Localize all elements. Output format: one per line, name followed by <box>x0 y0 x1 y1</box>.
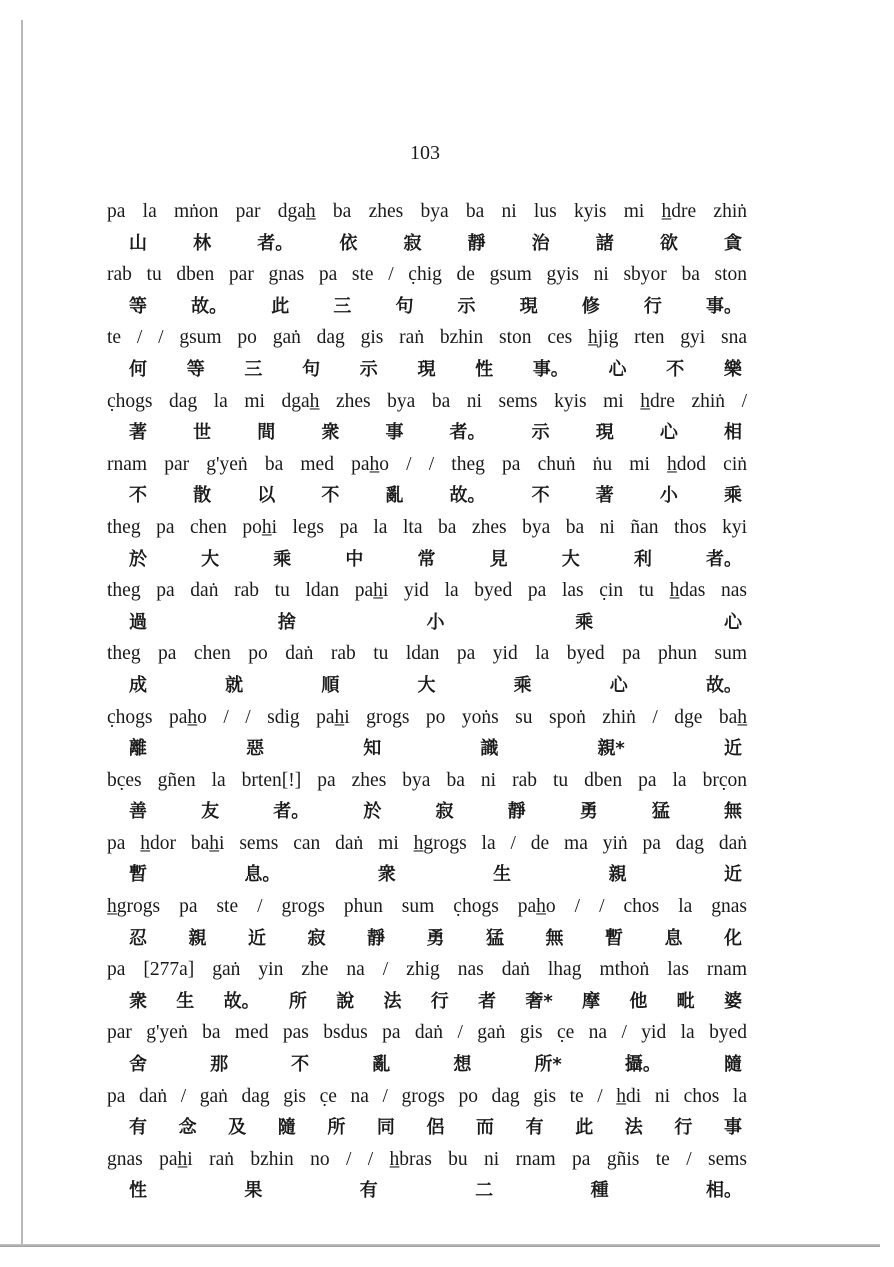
chinese-character: 者。 <box>706 548 742 570</box>
chinese-character: 二 <box>475 1180 494 1202</box>
chinese-character: 心 <box>659 422 678 444</box>
chinese-gloss-line <box>107 986 747 1018</box>
chinese-gloss-line <box>107 796 747 828</box>
tibetan-transliteration-line: c̣hogs dag la mi dgah̲ zhes bya ba ni sems kyis mi h̲dre zhiṅ / <box>107 390 747 412</box>
chinese-character: 勇 <box>579 801 598 823</box>
chinese-gloss-line <box>107 1112 747 1144</box>
chinese-character: 乘 <box>575 611 594 633</box>
chinese-character: 中 <box>345 548 364 570</box>
chinese-character: 毗 <box>676 990 695 1012</box>
chinese-character: 心 <box>724 611 742 633</box>
chinese-character: 暫 <box>129 864 147 886</box>
chinese-character: 利 <box>633 548 652 570</box>
tibetan-transliteration-line: gnas pah̲i raṅ bzhin no / / h̲bras bu ni rnam pa gñis te / sems <box>107 1148 747 1170</box>
chinese-character: 親* <box>597 738 625 760</box>
chinese-character: 著 <box>595 485 614 507</box>
chinese-character: 故。 <box>449 485 486 507</box>
chinese-character: 友 <box>201 801 220 823</box>
chinese-character: 隨 <box>277 1117 296 1139</box>
tibetan-transliteration-line: pa daṅ / gaṅ dag gis c̣e na / grogs po dag gis te / h̲di ni chos la <box>107 1085 747 1107</box>
chinese-character: 衆 <box>321 422 340 444</box>
chinese-gloss-line <box>107 670 747 702</box>
chinese-character: 見 <box>489 548 508 570</box>
page-number: 103 <box>410 142 440 164</box>
chinese-character: 等 <box>129 295 147 317</box>
chinese-character: 常 <box>417 548 436 570</box>
chinese-gloss-line <box>107 417 747 449</box>
chinese-character: 諸 <box>595 232 614 254</box>
chinese-character: 種 <box>590 1180 609 1202</box>
chinese-character: 相 <box>723 422 742 444</box>
chinese-character: 性 <box>129 1180 147 1202</box>
chinese-character: 親 <box>608 864 627 886</box>
chinese-character: 貪 <box>723 232 742 254</box>
chinese-character: 不 <box>321 485 340 507</box>
chinese-character: 法 <box>624 1117 643 1139</box>
chinese-character: 著 <box>129 422 147 444</box>
chinese-character: 衆 <box>377 864 396 886</box>
chinese-character: 事 <box>385 422 404 444</box>
chinese-character: 亂 <box>385 485 404 507</box>
chinese-character: 就 <box>225 674 244 696</box>
tibetan-transliteration-line: pa h̲dor bah̲i sems can daṅ mi h̲grogs la / de ma yiṅ pa dag daṅ <box>107 832 747 854</box>
chinese-character: 靜 <box>467 232 486 254</box>
chinese-character: 過 <box>129 611 147 633</box>
chinese-character: 性 <box>475 358 494 380</box>
chinese-character: 猛 <box>486 927 504 949</box>
chinese-character: 散 <box>193 485 212 507</box>
chinese-character: 摩 <box>582 990 601 1012</box>
chinese-character: 惡 <box>246 738 265 760</box>
chinese-character: 侶 <box>426 1117 445 1139</box>
chinese-character: 故。 <box>705 674 742 696</box>
chinese-character: 事。 <box>705 295 742 317</box>
chinese-character: 小 <box>659 485 678 507</box>
chinese-character: 現 <box>519 295 538 317</box>
chinese-character: 而 <box>476 1117 495 1139</box>
chinese-gloss-line <box>107 480 747 512</box>
chinese-character: 近 <box>723 738 742 760</box>
chinese-character: 所* <box>534 1054 562 1076</box>
chinese-character: 婆 <box>723 990 742 1012</box>
chinese-character: 念 <box>178 1117 197 1139</box>
chinese-character: 事。 <box>532 358 569 380</box>
chinese-character: 示 <box>531 422 550 444</box>
chinese-gloss-line <box>107 228 747 260</box>
chinese-character: 故。 <box>223 990 260 1012</box>
chinese-character: 捨 <box>277 611 296 633</box>
chinese-character: 心 <box>609 674 628 696</box>
tibetan-transliteration-line: pa la mṅon par dgah̲ ba zhes bya ba ni lus kyis mi h̲dre zhiṅ <box>107 201 747 222</box>
tibetan-transliteration-line: rnam par g'yeṅ ba med pah̲o / / theg pa chuṅ ṅu mi h̲dod ciṅ <box>107 453 747 475</box>
chinese-gloss-line <box>107 1175 747 1207</box>
chinese-character: 勇 <box>426 927 445 949</box>
chinese-character: 依 <box>339 232 358 254</box>
tibetan-transliteration-line: bc̣es gñen la brten[!] pa zhes bya ba ni rab tu dben pa la brc̣on <box>107 769 747 791</box>
chinese-character: 及 <box>228 1117 247 1139</box>
chinese-character: 順 <box>321 674 340 696</box>
tibetan-transliteration-line: rab tu dben par gnas pa ste / c̣hig de gsum gyis ni sbyor ba ston <box>107 264 747 286</box>
chinese-character: 大 <box>561 548 580 570</box>
chinese-character: 樂 <box>723 358 742 380</box>
chinese-character: 無 <box>724 801 742 823</box>
chinese-character: 現 <box>595 422 614 444</box>
chinese-character: 有 <box>129 1117 147 1139</box>
chinese-character: 者。 <box>257 232 294 254</box>
chinese-character: 不 <box>291 1054 310 1076</box>
chinese-character: 不 <box>531 485 550 507</box>
chinese-character: 者。 <box>273 801 310 823</box>
chinese-character: 等 <box>186 358 205 380</box>
chinese-character: 靜 <box>367 927 385 949</box>
chinese-character: 奢* <box>525 990 553 1012</box>
chinese-character: 善 <box>129 801 147 823</box>
chinese-character: 法 <box>383 990 402 1012</box>
chinese-character: 成 <box>129 674 147 696</box>
chinese-character: 事 <box>723 1117 742 1139</box>
chinese-character: 寂 <box>403 232 422 254</box>
chinese-gloss-line <box>107 1049 747 1081</box>
chinese-character: 親 <box>188 927 207 949</box>
chinese-character: 示 <box>359 358 378 380</box>
chinese-character: 間 <box>257 422 276 444</box>
chinese-character: 行 <box>430 990 449 1012</box>
chinese-character: 山 <box>129 232 147 254</box>
tibetan-transliteration-line: te / / gsum po gaṅ dag gis raṅ bzhin ston ces h̲jig rten gyi sna <box>107 327 747 349</box>
chinese-character: 說 <box>336 990 355 1012</box>
chinese-character: 乘 <box>273 548 292 570</box>
chinese-character: 攝。 <box>624 1054 661 1076</box>
chinese-character: 故。 <box>191 295 228 317</box>
chinese-character: 近 <box>723 864 742 886</box>
chinese-character: 世 <box>193 422 212 444</box>
tibetan-transliteration-line: c̣hogs pah̲o / / sdig pah̲i grogs po yoṅs su spoṅ zhiṅ / dge bah̲ <box>107 706 747 728</box>
tibetan-transliteration-line: par g'yeṅ ba med pas bsdus pa daṅ / gaṅ gis c̣e na / yid la byed <box>107 1022 747 1044</box>
chinese-character: 以 <box>257 485 276 507</box>
chinese-character: 三 <box>244 358 263 380</box>
chinese-character: 所 <box>327 1117 346 1139</box>
chinese-character: 息。 <box>244 864 281 886</box>
chinese-gloss-line <box>107 923 747 955</box>
tibetan-transliteration-line: theg pa daṅ rab tu ldan pah̲i yid la byed pa las c̣in tu h̲das nas <box>107 580 747 602</box>
chinese-character: 有 <box>359 1180 378 1202</box>
chinese-gloss-line <box>107 607 747 639</box>
chinese-gloss-line <box>107 291 747 323</box>
chinese-character: 者 <box>478 990 497 1012</box>
chinese-gloss-line <box>107 733 747 765</box>
chinese-character: 無 <box>545 927 564 949</box>
chinese-character: 示 <box>457 295 476 317</box>
page-bottom-edge <box>0 1244 880 1247</box>
chinese-character: 於 <box>363 801 382 823</box>
chinese-character: 乘 <box>723 485 742 507</box>
chinese-character: 此 <box>575 1117 594 1139</box>
chinese-character: 小 <box>426 611 445 633</box>
chinese-character: 那 <box>210 1054 229 1076</box>
chinese-character: 隨 <box>723 1054 742 1076</box>
chinese-character: 生 <box>176 990 195 1012</box>
chinese-character: 大 <box>417 674 436 696</box>
chinese-character: 生 <box>493 864 512 886</box>
chinese-character: 亂 <box>372 1054 391 1076</box>
chinese-character: 識 <box>480 738 499 760</box>
chinese-character: 猛 <box>651 801 670 823</box>
tibetan-transliteration-line: pa [277a] gaṅ yin zhe na / zhig nas daṅ lhag mthoṅ las rnam <box>107 959 747 981</box>
chinese-character: 治 <box>531 232 550 254</box>
chinese-character: 何 <box>129 358 147 380</box>
chinese-character: 此 <box>271 295 290 317</box>
chinese-character: 句 <box>395 295 414 317</box>
chinese-character: 果 <box>244 1180 263 1202</box>
chinese-character: 衆 <box>129 990 147 1012</box>
chinese-character: 他 <box>629 990 648 1012</box>
chinese-character: 大 <box>201 548 220 570</box>
chinese-gloss-line <box>107 859 747 891</box>
chinese-character: 想 <box>453 1054 472 1076</box>
chinese-character: 林 <box>193 232 212 254</box>
chinese-character: 近 <box>248 927 266 949</box>
chinese-character: 乘 <box>513 674 532 696</box>
chinese-character: 離 <box>129 738 147 760</box>
chinese-character: 者。 <box>449 422 486 444</box>
chinese-character: 所 <box>288 990 307 1012</box>
chinese-character: 不 <box>666 358 685 380</box>
tibetan-transliteration-line: h̲grogs pa ste / grogs phun sum c̣hogs pah̲o / / chos la gnas <box>107 896 747 918</box>
chinese-character: 句 <box>302 358 321 380</box>
chinese-character: 舍 <box>129 1054 147 1076</box>
chinese-character: 於 <box>129 548 147 570</box>
chinese-character: 同 <box>376 1117 395 1139</box>
tibetan-transliteration-line: theg pa chen poh̲i legs pa la lta ba zhes bya ba ni ñan thos kyi <box>107 516 747 538</box>
chinese-character: 暫 <box>605 927 623 949</box>
chinese-gloss-line <box>107 544 747 576</box>
chinese-character: 修 <box>581 295 600 317</box>
chinese-character: 心 <box>608 358 627 380</box>
chinese-character: 不 <box>129 485 147 507</box>
chinese-character: 化 <box>724 927 742 949</box>
chinese-character: 有 <box>525 1117 544 1139</box>
chinese-character: 欲 <box>659 232 678 254</box>
chinese-character: 忍 <box>129 927 147 949</box>
chinese-gloss-line <box>107 354 747 386</box>
chinese-character: 相。 <box>705 1180 742 1202</box>
chinese-character: 三 <box>333 295 352 317</box>
page-left-edge <box>21 20 23 1245</box>
chinese-character: 行 <box>643 295 662 317</box>
chinese-character: 息 <box>664 927 683 949</box>
chinese-character: 現 <box>417 358 436 380</box>
chinese-character: 行 <box>674 1117 693 1139</box>
chinese-character: 寂 <box>435 801 454 823</box>
chinese-character: 靜 <box>507 801 526 823</box>
bilingual-text-body <box>107 196 747 1207</box>
chinese-character: 知 <box>363 738 382 760</box>
tibetan-transliteration-line: theg pa chen po daṅ rab tu ldan pa yid la byed pa phun sum <box>107 643 747 665</box>
chinese-character: 寂 <box>307 927 326 949</box>
